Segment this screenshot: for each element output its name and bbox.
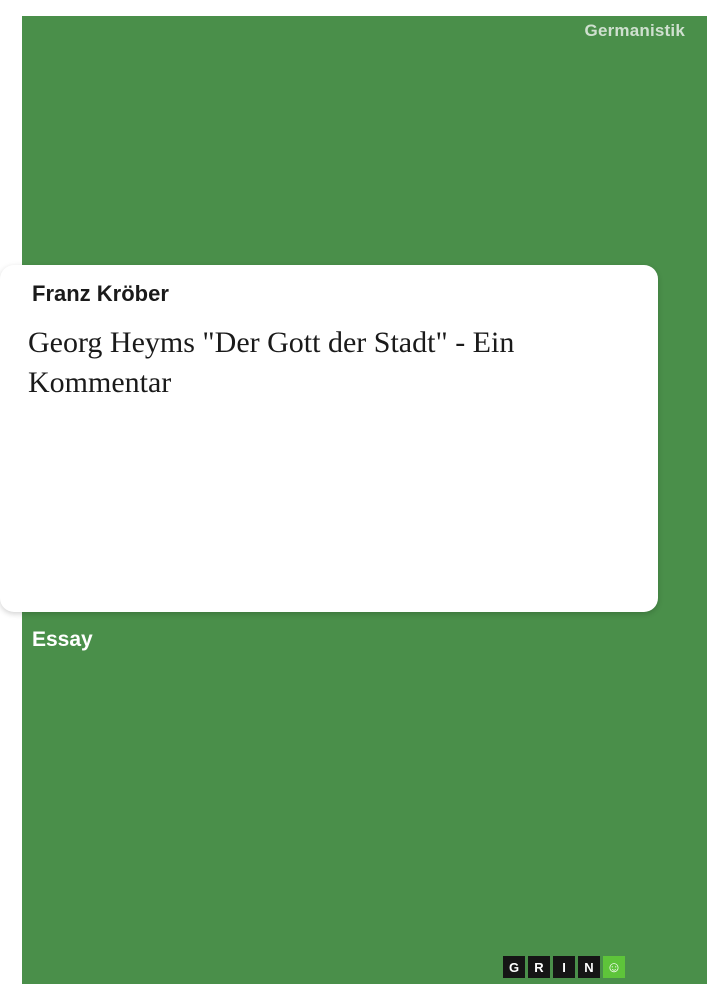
logo-letter-g: G: [503, 956, 525, 978]
grin-logo: [503, 956, 625, 978]
logo-letter-r: R: [528, 956, 550, 978]
smiley-icon: ☺: [603, 956, 625, 978]
subject-category-label: Germanistik: [584, 21, 685, 40]
document-type-label: Essay: [32, 628, 93, 651]
page-title: Georg Heyms "Der Gott der Stadt" - Ein Kommentar: [28, 326, 515, 399]
author-name: Franz Kröber: [32, 281, 169, 306]
title-card: [0, 265, 658, 612]
logo-letter-n: N: [578, 956, 600, 978]
logo-letter-i: I: [553, 956, 575, 978]
